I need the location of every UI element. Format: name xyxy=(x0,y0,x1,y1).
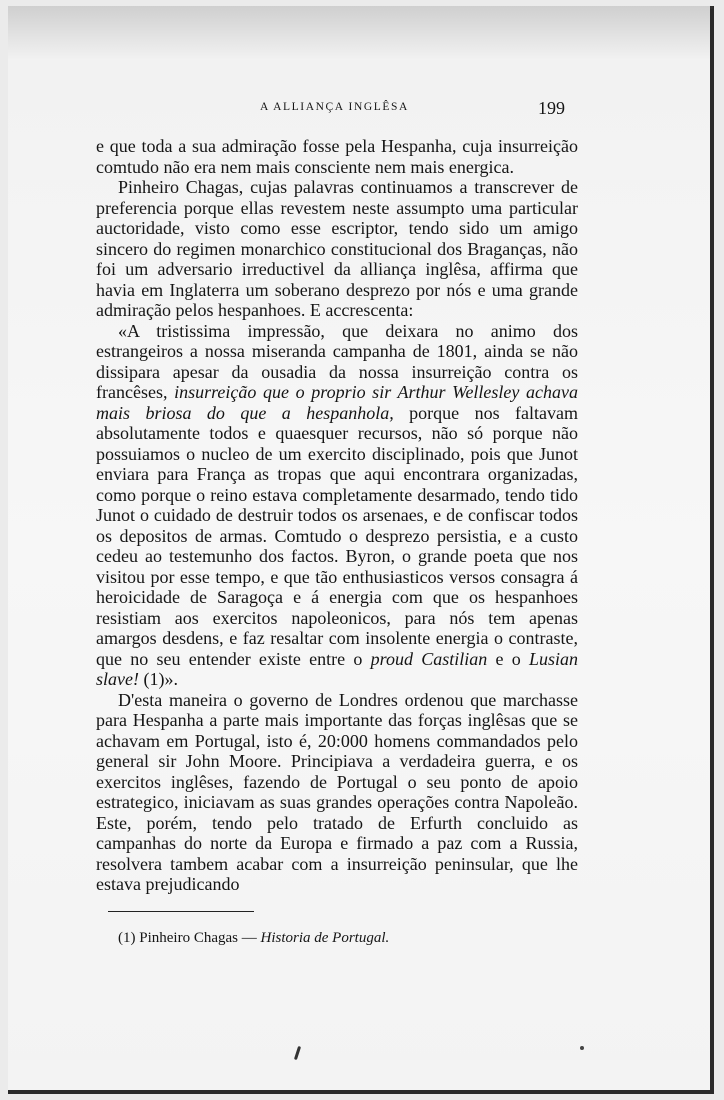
paragraph-4: D'esta maneira o governo de Londres ordenou que marchasse para Hespanha a parte mais importante das forças inglêsas que se achavam em Portugal, isto é, 20:000 homens commandados pelo general sir John Moore. Principiava a verdadeira guerra, e os exercitos inglêses, fazendo de Portugal o seu ponto de apoio estrategico, iniciavam as suas grandes operações contra Napoleão. Este, porém, tendo pelo tratado de Erfurth concluido as campanhas do norte da Europa e firmado a paz com a Russia, resolvera tambem acabar com a insurreição peninsular, que lhe estava prejudicando xyxy=(96,689,578,894)
footnote xyxy=(118,930,518,947)
page-number: 199 xyxy=(538,98,565,118)
ink-dot xyxy=(580,1046,584,1050)
paragraph-1: e que toda a sua admiração fosse pela Hespanha, cuja insurreição comtudo não era nem mais consciente nem mais energica. xyxy=(96,136,578,177)
quote-text-d: (1)». xyxy=(138,669,178,689)
ink-dot-corner xyxy=(710,6,713,9)
body-text xyxy=(96,136,578,895)
quote-italic-lusian-slave: Lusian slave! xyxy=(96,648,579,689)
footnote-divider xyxy=(108,911,254,912)
paragraph-3-quote xyxy=(96,321,578,690)
quote-text-c: e o xyxy=(487,648,529,669)
quote-text-b: porque nos faltavam absolutamente todos e quaesquer recursos, não só porque não possuiamos o nucleo de um exercito disciplinado, pois que Junot enviara para França as tropas que aqui encontrara organizadas, como porque o reino estava completamente desarmado, tendo tido Junot o cuidado de destruir todos os arsenaes, e de confiscar todos os depositos de armas. Comtudo o desprezo persistia, e a custo cedeu ao testemunho dos factos. Byron, o grande poeta que nos visitou por esse tempo, e que tão enthusiasticos versos consagra á heroicidade de Saragoça e á energia com que os hespanhoes resistiam aos exercitos napoleonicos, para nós tem apenas amargos desdens, e faz resaltar com insolente energia o contraste, que no seu entender existe entre o xyxy=(96,402,579,669)
quote-italic-proud-castilian: proud Castilian xyxy=(370,648,488,669)
running-title: A ALLIANÇA INGLÊSA xyxy=(260,101,409,113)
book-page xyxy=(8,6,714,1094)
quote-text-a: «A tristissima impressão, que deixara no animo dos estrangeiros a nossa miseranda campanha de 1801, ainda se não dissipara apesar da ousadia da nossa insurreição contra os francêses, xyxy=(96,320,578,402)
paragraph-2: Pinheiro Chagas, cujas palavras continuamos a transcrever de preferencia porque ellas revestem neste assumpto uma particular auctoridade, visto como esse escriptor, tendo sido um amigo sincero do regimen monarchico constitucional dos Braganças, não foi um adversario irreductivel da alliança inglêsa, affirma que havia em Inglaterra um soberano desprezo por nós e uma grande admiração pelos hespanhoes. E accrescenta: xyxy=(96,177,578,320)
footnote-title: Historia de Portugal. xyxy=(260,930,390,946)
footnote-marker: (1) Pinheiro Chagas — xyxy=(118,930,261,946)
ink-mark xyxy=(294,1046,301,1060)
page-header xyxy=(8,98,714,122)
quote-italic-wellesley: insurreição que o proprio sir Arthur Wellesley achava mais briosa do que a hespanhola, xyxy=(96,382,578,423)
